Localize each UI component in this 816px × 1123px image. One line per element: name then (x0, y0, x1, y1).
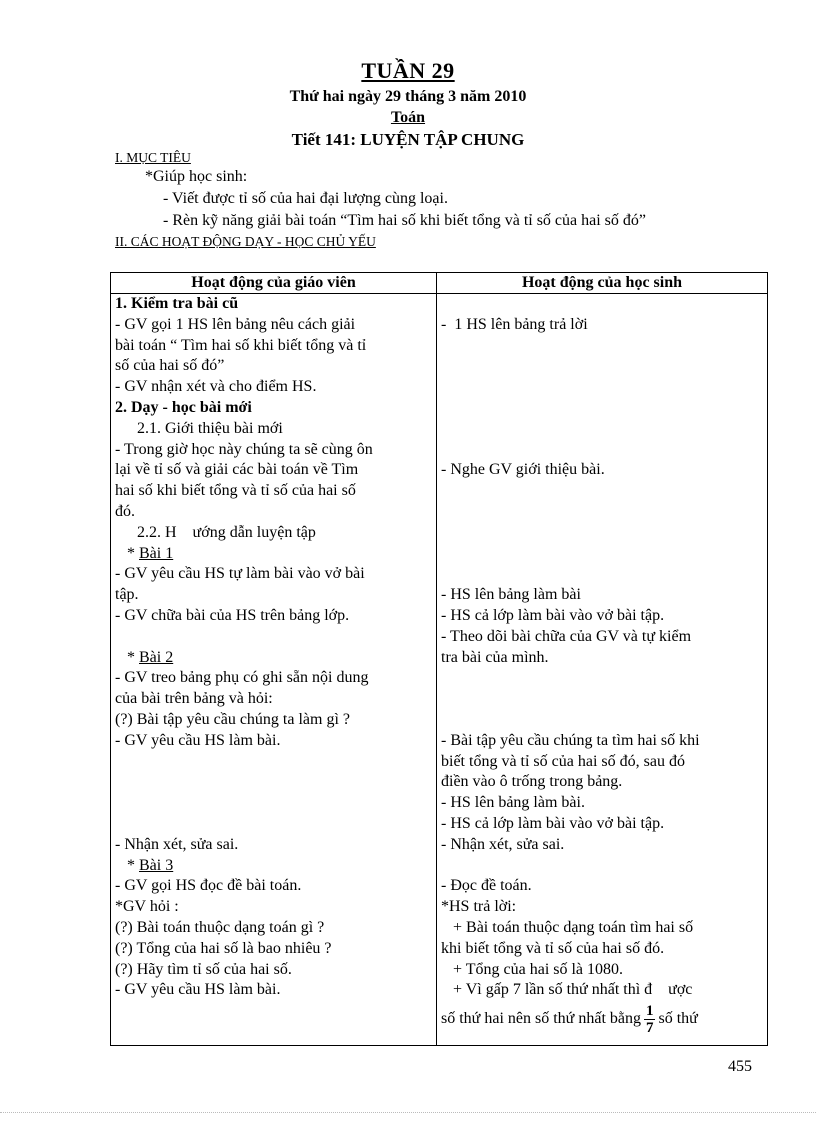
bullet-star: * (127, 648, 139, 666)
student-line: - Nghe GV giới thiệu bài. (441, 461, 605, 479)
exercise-3-label: Bài 3 (139, 856, 174, 874)
teacher-line: - GV nhận xét và cho điểm HS. (115, 378, 317, 396)
exercise-1-title (115, 544, 432, 565)
lesson-title: Tiết 141: LUYỆN TẬP CHUNG (291, 130, 525, 149)
objective-item-2: - Rèn kỹ năng giải bài toán “Tìm hai số khi biết tổng và tỉ số của hai số đó” (163, 212, 647, 229)
student-line: điền vào ô trống trong bảng. (441, 773, 623, 791)
teacher-line: đó. (115, 502, 135, 520)
teacher-line: *GV hỏi : (115, 898, 179, 916)
student-line: + Bài toán thuộc dạng toán tìm hai số (453, 918, 694, 936)
teacher-activities-cell (111, 294, 437, 1046)
teacher-line: - GV yêu cầu HS làm bài. (115, 731, 281, 749)
student-line: - Nhận xét, sửa sai. (441, 835, 565, 853)
objectives-intro: *Giúp học sinh: (145, 168, 248, 185)
page-footer-divider (0, 1112, 816, 1113)
student-line: biết tổng và tỉ số của hai số đó, sau đó (441, 752, 685, 770)
student-line: - 1 HS lên bảng trả lời (441, 315, 588, 333)
student-line: - HS cả lớp làm bài vào vở bài tập. (441, 606, 665, 624)
fraction-text-before: số thứ hai nên số thứ nhất bằng (441, 1010, 641, 1028)
teacher-line: - GV gọi 1 HS lên bảng nêu cách giải (115, 315, 356, 333)
teacher-line: (?) Hãy tìm tỉ số của hai số. (115, 960, 292, 978)
exercise-1-label: Bài 1 (139, 544, 174, 562)
student-line: - HS cả lớp làm bài vào vở bài tập. (441, 814, 665, 832)
objectives-heading: I. MỤC TIÊU (115, 150, 191, 165)
section-2-title: 2. Dạy - học bài mới (115, 398, 252, 416)
teacher-line: tập. (115, 586, 139, 604)
student-line: + Vì gấp 7 lần số thứ nhất thì đ ược (453, 981, 693, 999)
activities-table (110, 272, 768, 1046)
student-line: - Theo dõi bài chữa của GV và tự kiểm (441, 627, 692, 645)
student-activities-cell (437, 294, 768, 1046)
teacher-line: (?) Tổng của hai số là bao nhiêu ? (115, 939, 332, 957)
student-line: - Đọc đề toán. (441, 877, 532, 895)
exercise-2-label: Bài 2 (139, 648, 174, 666)
teacher-line: - Trong giờ học này chúng ta sẽ cùng ôn (115, 440, 373, 458)
student-line-fraction (441, 1003, 763, 1036)
teacher-line: hai số khi biết tổng và tỉ số của hai số (115, 482, 356, 500)
activities-heading: II. CÁC HOẠT ĐỘNG DẠY - HỌC CHỦ YẾU (115, 234, 376, 249)
exercise-3-title (115, 856, 432, 877)
teacher-line: số của hai số đó” (115, 357, 225, 375)
page-number: 455 (728, 1058, 752, 1075)
student-line: khi biết tổng và tỉ số của hai số đó. (441, 939, 665, 957)
subsection-2-1-title: 2.1. Giới thiệu bài mới (137, 419, 283, 437)
subsection-2-2-title: 2.2. H ướng dẫn luyện tập (137, 523, 316, 541)
student-line: - Bài tập yêu cầu chúng ta tìm hai số khi (441, 731, 700, 749)
subject-title: Toán (390, 109, 426, 126)
student-line: - HS lên bảng làm bài. (441, 794, 585, 812)
fraction-numerator: 1 (645, 1003, 654, 1020)
teacher-line: của bài trên bảng và hỏi: (115, 690, 273, 708)
teacher-line: - GV treo bảng phụ có ghi sẵn nội dung (115, 669, 369, 687)
date-line: Thứ hai ngày 29 tháng 3 năm 2010 (289, 88, 527, 105)
fraction-one-seventh (644, 1003, 656, 1036)
student-line: + Tổng của hai số là 1080. (453, 960, 624, 978)
week-title: TUẦN 29 (361, 58, 455, 83)
fraction-text-after: số thứ (658, 1010, 698, 1028)
teacher-line: - GV chữa bài của HS trên bảng lớp. (115, 606, 350, 624)
teacher-line: - GV yêu cầu HS làm bài. (115, 981, 281, 999)
teacher-column-header: Hoạt động của giáo viên (111, 273, 437, 294)
bullet-star: * (127, 544, 139, 562)
student-line: tra bài của mình. (441, 648, 549, 666)
teacher-line: - GV yêu cầu HS tự làm bài vào vở bài (115, 565, 365, 583)
teacher-line: bài toán “ Tìm hai số khi biết tổng và tỉ (115, 336, 367, 354)
student-line: *HS trả lời: (441, 898, 517, 916)
teacher-line: - GV gọi HS đọc đề bài toán. (115, 877, 302, 895)
teacher-line: lại về tỉ số và giải các bài toán về Tìm (115, 461, 359, 479)
exercise-2-title (115, 648, 432, 669)
student-line: - HS lên bảng làm bài (441, 586, 581, 604)
bullet-star: * (127, 856, 139, 874)
section-1-title: 1. Kiểm tra bài cũ (115, 295, 239, 312)
teacher-line: - Nhận xét, sửa sai. (115, 835, 239, 853)
fraction-denominator: 7 (645, 1020, 654, 1037)
teacher-line: (?) Bài tập yêu cầu chúng ta làm gì ? (115, 710, 351, 728)
teacher-line: (?) Bài toán thuộc dạng toán gì ? (115, 918, 325, 936)
student-column-header: Hoạt động của học sinh (437, 273, 768, 294)
objective-item-1: - Viết được tỉ số của hai đại lượng cùng loại. (163, 190, 448, 207)
